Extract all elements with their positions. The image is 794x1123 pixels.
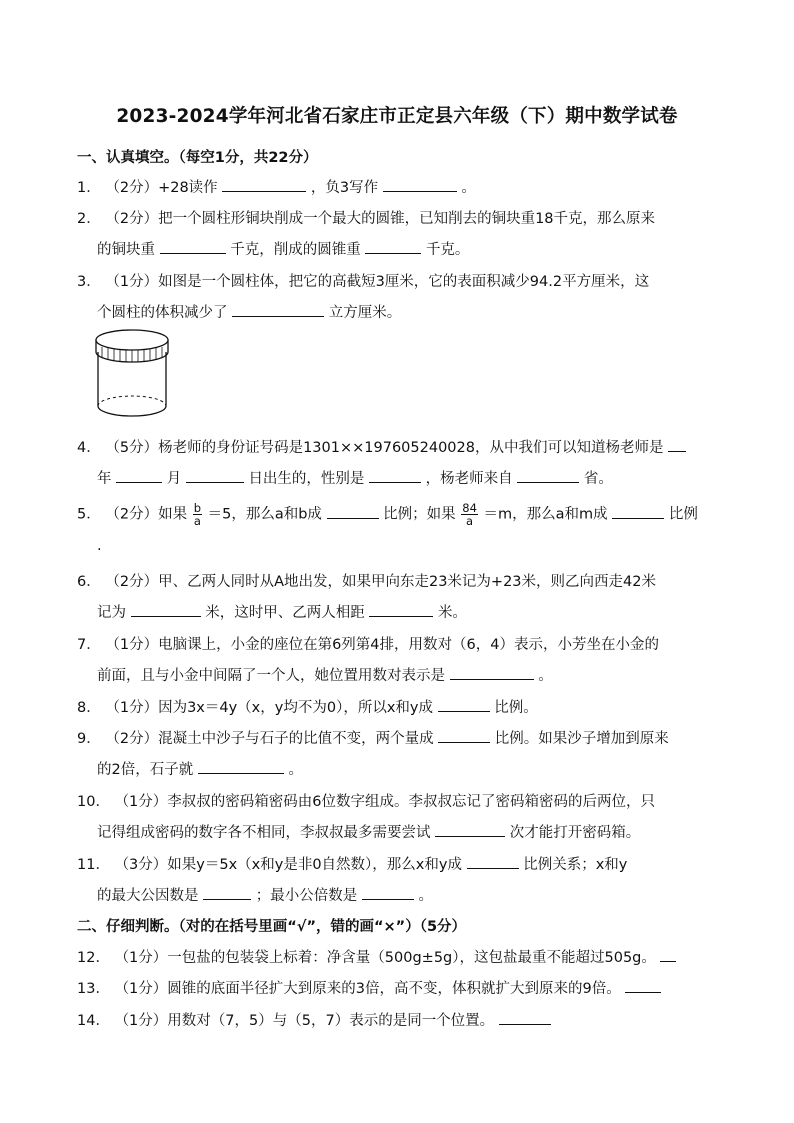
fraction-denominator: a: [193, 514, 201, 528]
question-text: （1分）用数对（7，5）与（5，7）表示的是同一个位置。: [114, 1013, 495, 1029]
answer-blank[interactable]: [369, 602, 433, 617]
question-text: ＝m，那么a和m成: [483, 506, 608, 523]
question-text: ，杨老师来自: [425, 471, 513, 487]
question-text: 比例关系；x和y: [523, 857, 628, 873]
answer-blank[interactable]: [203, 885, 251, 900]
question-text: 的2倍，石子就: [97, 762, 194, 778]
question-text: 。: [461, 180, 476, 196]
question-number: 6．: [77, 574, 101, 590]
question-text: 米，这时甲、乙两人相距: [205, 605, 365, 621]
question-10-cont: [97, 821, 640, 842]
question-text: （2分）如果: [105, 506, 188, 523]
question-10: [77, 790, 655, 811]
question-5: [77, 502, 698, 527]
question-8: [77, 696, 538, 717]
question-number: 5．: [77, 506, 101, 523]
fraction-denominator: a: [466, 514, 474, 528]
question-text: （2分）+28读作: [105, 180, 218, 196]
question-text: （1分）因为3x＝4y（x，y均不为0），所以x和y成: [105, 700, 433, 716]
question-text: 比例。: [494, 700, 538, 716]
question-3-cont: [97, 301, 401, 322]
question-text: 米。: [437, 605, 467, 621]
question-1: [77, 176, 476, 197]
question-3: [77, 270, 649, 291]
question-number: 8．: [77, 700, 101, 716]
question-12: [77, 946, 676, 967]
answer-blank[interactable]: [232, 302, 324, 317]
question-text: 。: [418, 888, 433, 904]
answer-blank[interactable]: [438, 728, 490, 743]
answer-blank[interactable]: [668, 437, 686, 452]
question-text: （5分）杨老师的身份证号码是1301××197605240028，从中我们可以知道杨老师是: [105, 440, 664, 456]
fraction-numerator: 84: [462, 501, 477, 515]
question-text: 省。: [583, 471, 613, 487]
question-11: [77, 853, 627, 874]
question-text: （2分）甲、乙两人同时从A地出发，如果甲向东走23米记为+23米，则乙向西走42米: [105, 574, 656, 590]
section-fill-in: 一、认真填空。（每空1分，共22分）: [77, 150, 318, 166]
fraction-numerator: b: [193, 501, 201, 515]
question-number: 4．: [77, 440, 101, 456]
answer-blank[interactable]: [450, 665, 534, 680]
question-text: 的最大公因数是: [97, 888, 199, 904]
fraction: [193, 502, 202, 527]
answer-blank[interactable]: [517, 468, 579, 483]
question-text: .: [97, 538, 102, 554]
question-text: （1分）电脑课上，小金的座位在第6列第4排，用数对（6，4）表示，小芳坐在小金的: [105, 637, 659, 653]
question-number: 11．: [77, 857, 110, 873]
question-5-cont: [97, 538, 102, 554]
answer-blank[interactable]: [116, 468, 162, 483]
question-text: ＝5，那么a和b成: [207, 506, 322, 523]
question-number: 7．: [77, 637, 101, 653]
answer-blank[interactable]: [327, 504, 379, 519]
question-text: 千克。: [425, 242, 470, 258]
question-text: 个圆柱的体积减少了: [97, 305, 228, 321]
answer-blank[interactable]: [186, 468, 244, 483]
question-7: [77, 633, 659, 654]
question-14: [77, 1009, 551, 1030]
question-6: [77, 570, 656, 591]
question-text: 记为: [97, 605, 126, 621]
question-4: [77, 436, 686, 457]
question-text: 比例: [668, 506, 698, 523]
question-9: [77, 727, 669, 748]
question-number: 12．: [77, 950, 110, 966]
question-text: 的铜块重: [97, 242, 155, 258]
question-text: ，负3写作: [310, 180, 379, 196]
answer-blank[interactable]: [362, 885, 414, 900]
answer-blank[interactable]: [435, 822, 505, 837]
answer-blank[interactable]: [612, 504, 664, 519]
question-6-cont: [97, 601, 467, 622]
answer-blank[interactable]: [660, 947, 676, 962]
question-text: 日出生的，性别是: [248, 471, 365, 487]
question-text: 。: [538, 668, 553, 684]
question-4-cont: [97, 467, 613, 488]
question-number: 14．: [77, 1013, 110, 1029]
question-text: （1分）一包盐的包装袋上标着：净含量（500g±5g），这包盐最重不能超过505g。: [114, 950, 656, 966]
question-9-cont: [97, 758, 303, 779]
question-text: 。: [288, 762, 303, 778]
question-2-cont: [97, 238, 469, 259]
fraction: [461, 502, 478, 527]
question-text: （2分）把一个圆柱形铜块削成一个最大的圆锥，已知削去的铜块重18千克，那么原来: [105, 211, 656, 227]
question-number: 2．: [77, 211, 101, 227]
question-number: 3．: [77, 274, 101, 290]
question-7-cont: [97, 664, 553, 685]
answer-blank[interactable]: [438, 697, 490, 712]
question-number: 10．: [77, 794, 110, 810]
question-number: 13．: [77, 981, 110, 997]
answer-blank[interactable]: [160, 239, 226, 254]
question-text: （3分）如果y＝5x（x和y是非0自然数），那么x和y成: [114, 857, 462, 873]
answer-blank[interactable]: [499, 1010, 551, 1025]
answer-blank[interactable]: [131, 602, 201, 617]
question-text: 立方厘米。: [328, 305, 402, 321]
exam-title: 2023-2024学年河北省石家庄市正定县六年级（下）期中数学试卷: [116, 106, 678, 127]
question-text: 前面，且与小金中间隔了一个人，她位置用数对表示是: [97, 668, 445, 684]
question-text: 年: [97, 471, 112, 487]
question-text: 月: [166, 471, 182, 487]
answer-blank[interactable]: [467, 854, 519, 869]
section-true-false: 二、仔细判断。（对的在括号里画“√”，错的画“×”）（5分）: [77, 919, 467, 935]
question-text: ；最小公倍数是: [255, 888, 358, 904]
answer-blank[interactable]: [222, 177, 306, 192]
answer-blank[interactable]: [365, 239, 421, 254]
question-13: [77, 977, 661, 998]
answer-blank[interactable]: [369, 468, 421, 483]
cylinder-icon: [92, 328, 172, 424]
question-text: 比例。如果沙子增加到原来: [494, 731, 669, 747]
question-text: 记得组成密码的数字各不相同，李叔叔最多需要尝试: [97, 825, 431, 841]
question-number: 1．: [77, 180, 101, 196]
question-text: （1分）圆锥的底面半径扩大到原来的3倍，高不变，体积就扩大到原来的9倍。: [114, 981, 621, 997]
question-text: 次才能打开密码箱。: [509, 825, 641, 841]
question-number: 9．: [77, 731, 101, 747]
question-text: 比例；如果: [383, 506, 456, 523]
question-text: （1分）李叔叔的密码箱密码由6位数字组成。李叔叔忘记了密码箱密码的后两位，只: [114, 794, 656, 810]
question-text: （2分）混凝土中沙子与石子的比值不变，两个量成: [105, 731, 434, 747]
question-text: （1分）如图是一个圆柱体，把它的高截短3厘米，它的表面积减少94.2平方厘米，这: [105, 274, 650, 290]
answer-blank[interactable]: [383, 177, 457, 192]
question-2: [77, 207, 655, 228]
question-11-cont: [97, 884, 433, 905]
question-text: 千克，削成的圆锥重: [230, 242, 361, 258]
answer-blank[interactable]: [625, 978, 661, 993]
answer-blank[interactable]: [198, 759, 284, 774]
